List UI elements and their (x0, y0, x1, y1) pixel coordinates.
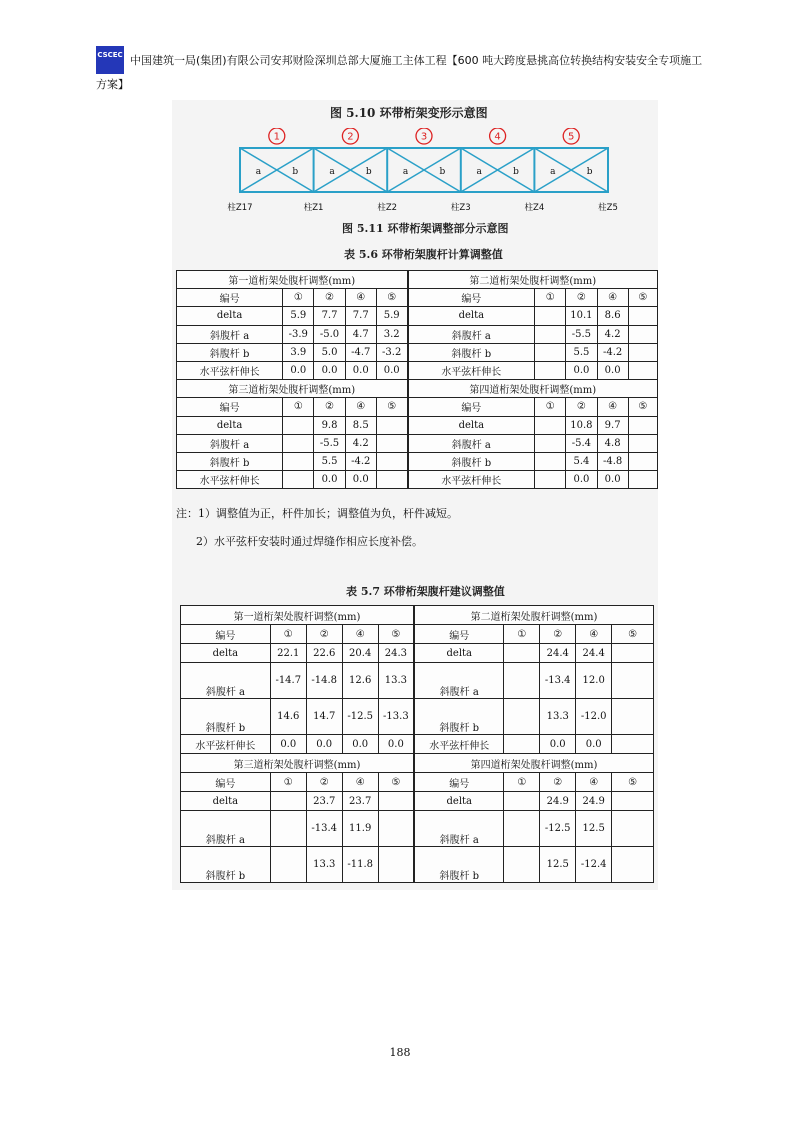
value-cell: -12.5 (342, 699, 378, 735)
value-cell (283, 416, 314, 434)
value-cell (628, 307, 657, 325)
value-cell: 24.4 (576, 644, 612, 663)
row-label-cell: delta (181, 644, 271, 663)
row-label-cell: 斜腹杆 a (177, 325, 283, 343)
value-cell: 0.0 (342, 735, 378, 754)
panel-label-a: a (329, 167, 335, 177)
row-label-cell: 斜腹杆 b (414, 699, 504, 735)
value-cell: 22.6 (306, 644, 342, 663)
section-title-row (177, 271, 658, 289)
panel-label-a: a (402, 167, 409, 177)
row-label-cell: delta (177, 416, 283, 434)
value-cell (376, 452, 407, 470)
value-cell: -3.9 (283, 325, 314, 343)
row-label-cell: 编号 (181, 773, 271, 792)
value-cell: -5.0 (314, 325, 345, 343)
value-cell: ② (306, 773, 342, 792)
row-label-cell: 斜腹杆 a (408, 325, 535, 343)
value-cell (628, 361, 657, 379)
value-cell: 0.0 (597, 361, 628, 379)
table-row (181, 663, 654, 699)
value-cell: ④ (345, 398, 376, 416)
value-cell (504, 699, 540, 735)
value-cell: 8.5 (345, 416, 376, 434)
row-label-cell: 斜腹杆 a (414, 663, 504, 699)
value-cell: -3.2 (376, 343, 407, 361)
value-cell (283, 434, 314, 452)
value-cell (283, 452, 314, 470)
value-cell: -13.4 (540, 663, 576, 699)
value-cell (504, 663, 540, 699)
table-row (177, 416, 658, 434)
value-cell: ⑤ (628, 289, 657, 307)
section-title: 第二道桁架处腹杆调整(mm) (408, 271, 658, 289)
table-row (177, 343, 658, 361)
row-label-cell: 编号 (177, 398, 283, 416)
value-cell: ① (270, 773, 306, 792)
panel-number: 3 (420, 131, 428, 143)
table-row (181, 699, 654, 735)
page-header (96, 44, 736, 96)
column-label: 柱Z17 (227, 203, 253, 213)
value-cell: 4.2 (345, 434, 376, 452)
panel-label-b: b (292, 167, 299, 177)
panel-number: 2 (347, 131, 354, 143)
value-cell: -5.5 (566, 325, 597, 343)
value-cell: ① (283, 289, 314, 307)
notes (176, 500, 458, 556)
row-label-cell: delta (408, 307, 535, 325)
panel-label-b: b (439, 167, 446, 177)
row-label-cell: delta (408, 416, 535, 434)
value-cell: 7.7 (345, 307, 376, 325)
table-row (177, 398, 658, 416)
value-cell (612, 735, 654, 754)
value-cell (535, 416, 566, 434)
value-cell: ④ (342, 625, 378, 644)
row-label-cell: 水平弦杆伸长 (408, 471, 535, 489)
note-1: 注：1）调整值为正，杆件加长；调整值为负，杆件减短。 (176, 507, 458, 520)
value-cell (628, 416, 657, 434)
value-cell: -4.2 (345, 452, 376, 470)
panel-label-a: a (550, 167, 556, 177)
value-cell (376, 434, 407, 452)
value-cell: ① (504, 773, 540, 792)
column-label: 柱Z5 (598, 203, 618, 213)
row-label-cell: 编号 (414, 773, 504, 792)
value-cell: 0.0 (576, 735, 612, 754)
value-cell: 0.0 (540, 735, 576, 754)
value-cell (628, 452, 657, 470)
page-number: 188 (389, 1046, 411, 1059)
value-cell: 23.7 (306, 792, 342, 811)
value-cell: 0.0 (566, 471, 597, 489)
table-row (177, 361, 658, 379)
panel-label-b: b (586, 167, 593, 177)
section-title-row (181, 606, 654, 625)
value-cell (535, 307, 566, 325)
figure-5-10-caption: 图 5.10 环带桁架变形示意图 (330, 106, 488, 120)
value-cell: ② (314, 289, 345, 307)
header-title-continued: 方案】 (96, 78, 129, 91)
table-row (181, 811, 654, 847)
value-cell: 0.0 (597, 471, 628, 489)
row-label-cell: 水平弦杆伸长 (408, 361, 535, 379)
column-label: 柱Z2 (377, 203, 398, 213)
value-cell: 4.2 (597, 325, 628, 343)
table-5-7-caption: 表 5.7 环带桁架腹杆建议调整值 (346, 585, 505, 598)
value-cell (612, 811, 654, 847)
value-cell: 3.2 (376, 325, 407, 343)
table-row (177, 289, 658, 307)
value-cell: 0.0 (378, 735, 414, 754)
value-cell (378, 847, 414, 883)
value-cell: 13.3 (306, 847, 342, 883)
value-cell: 8.6 (597, 307, 628, 325)
value-cell (628, 343, 657, 361)
row-label-cell: 斜腹杆 a (414, 811, 504, 847)
value-cell: 5.9 (283, 307, 314, 325)
row-label-cell: 编号 (177, 289, 283, 307)
value-cell: 12.0 (576, 663, 612, 699)
panel-label-b: b (365, 167, 372, 177)
row-label-cell: 编号 (408, 289, 535, 307)
value-cell (612, 847, 654, 883)
value-cell: 14.6 (270, 699, 306, 735)
value-cell: ① (535, 289, 566, 307)
row-label-cell: 编号 (408, 398, 535, 416)
value-cell (270, 792, 306, 811)
row-label-cell: delta (181, 792, 271, 811)
value-cell: 4.8 (597, 434, 628, 452)
table-5-7 (180, 605, 654, 883)
value-cell (535, 361, 566, 379)
value-cell: 0.0 (345, 361, 376, 379)
value-cell: ② (566, 289, 597, 307)
value-cell: ② (540, 625, 576, 644)
value-cell: -14.7 (270, 663, 306, 699)
value-cell: ① (283, 398, 314, 416)
logo-text: CSCEC (97, 51, 123, 59)
value-cell: ⑤ (378, 625, 414, 644)
table-row (181, 792, 654, 811)
section-title-row (181, 754, 654, 773)
header-title: 中国建筑一局(集团)有限公司安邦财险深圳总部大厦施工主体工程【600 吨大跨度悬挑高位转换结构安装安全专项施工 (130, 54, 703, 67)
value-cell (504, 644, 540, 663)
value-cell: -4.7 (345, 343, 376, 361)
row-label-cell: 斜腹杆 b (181, 847, 271, 883)
value-cell (612, 792, 654, 811)
value-cell (376, 416, 407, 434)
row-label-cell: 斜腹杆 a (177, 434, 283, 452)
value-cell: ⑤ (628, 398, 657, 416)
value-cell: -5.4 (566, 434, 597, 452)
value-cell (378, 792, 414, 811)
value-cell: 3.9 (283, 343, 314, 361)
value-cell: 24.3 (378, 644, 414, 663)
value-cell: 5.4 (566, 452, 597, 470)
section-title: 第四道桁架处腹杆调整(mm) (414, 754, 653, 773)
value-cell (270, 847, 306, 883)
value-cell (504, 735, 540, 754)
panel-label-a: a (255, 167, 262, 177)
table-row (177, 307, 658, 325)
value-cell: 5.5 (566, 343, 597, 361)
row-label-cell: 编号 (414, 625, 504, 644)
value-cell: 12.5 (576, 811, 612, 847)
value-cell: ① (270, 625, 306, 644)
value-cell: -12.0 (576, 699, 612, 735)
value-cell (612, 644, 654, 663)
value-cell: 20.4 (342, 644, 378, 663)
value-cell: -4.8 (597, 452, 628, 470)
section-title: 第四道桁架处腹杆调整(mm) (408, 380, 658, 398)
row-label-cell: delta (414, 792, 504, 811)
value-cell: ⑤ (612, 773, 654, 792)
value-cell (628, 471, 657, 489)
table-row (181, 773, 654, 792)
value-cell (504, 847, 540, 883)
table-5-6 (176, 270, 658, 489)
value-cell: -11.8 (342, 847, 378, 883)
section-title: 第三道桁架处腹杆调整(mm) (181, 754, 415, 773)
value-cell: ④ (345, 289, 376, 307)
value-cell: 24.4 (540, 644, 576, 663)
value-cell: 5.5 (314, 452, 345, 470)
value-cell: -14.8 (306, 663, 342, 699)
value-cell: ④ (597, 289, 628, 307)
value-cell: ⑤ (376, 289, 407, 307)
value-cell: -12.5 (540, 811, 576, 847)
row-label-cell: 斜腹杆 b (177, 452, 283, 470)
row-label-cell: 水平弦杆伸长 (177, 471, 283, 489)
value-cell (612, 663, 654, 699)
row-label-cell: 斜腹杆 b (414, 847, 504, 883)
row-label-cell: 斜腹杆 a (181, 663, 271, 699)
table-row (181, 625, 654, 644)
value-cell (535, 343, 566, 361)
row-label-cell: 斜腹杆 a (181, 811, 271, 847)
value-cell: 13.3 (378, 663, 414, 699)
value-cell: 0.0 (345, 471, 376, 489)
value-cell: 9.7 (597, 416, 628, 434)
row-label-cell: 水平弦杆伸长 (177, 361, 283, 379)
value-cell: 0.0 (314, 361, 345, 379)
value-cell: ④ (342, 773, 378, 792)
value-cell: 0.0 (270, 735, 306, 754)
section-title: 第一道桁架处腹杆调整(mm) (181, 606, 415, 625)
value-cell: 12.5 (540, 847, 576, 883)
value-cell: 11.9 (342, 811, 378, 847)
column-label: 柱Z1 (303, 203, 324, 213)
section-title: 第二道桁架处腹杆调整(mm) (414, 606, 653, 625)
note-2: 2）水平弦杆安装时通过焊缝作相应长度补偿。 (196, 535, 423, 548)
value-cell: -13.4 (306, 811, 342, 847)
value-cell: 10.1 (566, 307, 597, 325)
value-cell: 4.7 (345, 325, 376, 343)
value-cell: 0.0 (376, 361, 407, 379)
value-cell: -12.4 (576, 847, 612, 883)
truss-diagram (200, 128, 630, 216)
panel-label-b: b (513, 167, 519, 177)
value-cell (378, 811, 414, 847)
value-cell: ② (314, 398, 345, 416)
value-cell: 5.0 (314, 343, 345, 361)
value-cell (535, 325, 566, 343)
section-title: 第一道桁架处腹杆调整(mm) (177, 271, 408, 289)
section-title-row (177, 380, 658, 398)
panel-number-circles (269, 128, 579, 144)
panel-number: 5 (568, 131, 575, 143)
row-label-cell: delta (177, 307, 283, 325)
value-cell: ④ (576, 625, 612, 644)
value-cell: ② (566, 398, 597, 416)
row-label-cell: 斜腹杆 b (408, 452, 535, 470)
value-cell: 24.9 (540, 792, 576, 811)
value-cell: ⑤ (378, 773, 414, 792)
table-row (181, 735, 654, 754)
value-cell: -5.5 (314, 434, 345, 452)
value-cell: 13.3 (540, 699, 576, 735)
panel-labels (256, 167, 593, 177)
row-label-cell: 编号 (181, 625, 271, 644)
table-row (181, 644, 654, 663)
section-title: 第三道桁架处腹杆调整(mm) (177, 380, 408, 398)
value-cell: 0.0 (306, 735, 342, 754)
row-label-cell: 斜腹杆 b (177, 343, 283, 361)
table-row (177, 434, 658, 452)
table-5-6-caption: 表 5.6 环带桁架腹杆计算调整值 (344, 248, 503, 261)
panel-number: 4 (494, 131, 501, 143)
column-label: 柱Z3 (450, 203, 471, 213)
table-row (177, 325, 658, 343)
value-cell (504, 811, 540, 847)
value-cell (535, 452, 566, 470)
row-label-cell: 水平弦杆伸长 (181, 735, 271, 754)
value-cell: 9.8 (314, 416, 345, 434)
value-cell: ① (535, 398, 566, 416)
value-cell: 22.1 (270, 644, 306, 663)
value-cell: 0.0 (314, 471, 345, 489)
value-cell: 0.0 (283, 361, 314, 379)
value-cell: 10.8 (566, 416, 597, 434)
value-cell: 7.7 (314, 307, 345, 325)
value-cell: 0.0 (566, 361, 597, 379)
value-cell (612, 699, 654, 735)
figure-5-11-caption: 图 5.11 环带桁架调整部分示意图 (342, 222, 509, 235)
value-cell: ④ (576, 773, 612, 792)
company-logo (96, 46, 124, 74)
value-cell (376, 471, 407, 489)
value-cell: 23.7 (342, 792, 378, 811)
value-cell: -4.2 (597, 343, 628, 361)
row-label-cell: 斜腹杆 b (181, 699, 271, 735)
value-cell (504, 792, 540, 811)
row-label-cell: 斜腹杆 a (408, 434, 535, 452)
value-cell: 24.9 (576, 792, 612, 811)
value-cell (628, 325, 657, 343)
column-labels (227, 202, 617, 213)
value-cell: ⑤ (612, 625, 654, 644)
value-cell: 12.6 (342, 663, 378, 699)
value-cell (535, 434, 566, 452)
column-label: 柱Z4 (524, 203, 545, 213)
panel-number: 1 (273, 131, 280, 143)
value-cell: ⑤ (376, 398, 407, 416)
value-cell: ② (540, 773, 576, 792)
panel-label-a: a (476, 167, 482, 177)
row-label-cell: 水平弦杆伸长 (414, 735, 504, 754)
value-cell (270, 811, 306, 847)
table-row (177, 452, 658, 470)
value-cell: ① (504, 625, 540, 644)
value-cell: -13.3 (378, 699, 414, 735)
value-cell: ④ (597, 398, 628, 416)
table-row (181, 847, 654, 883)
row-label-cell: 斜腹杆 b (408, 343, 535, 361)
row-label-cell: delta (414, 644, 504, 663)
value-cell (535, 471, 566, 489)
value-cell: 5.9 (376, 307, 407, 325)
value-cell: ② (306, 625, 342, 644)
value-cell (628, 434, 657, 452)
table-row (177, 471, 658, 489)
value-cell (283, 471, 314, 489)
value-cell: 14.7 (306, 699, 342, 735)
